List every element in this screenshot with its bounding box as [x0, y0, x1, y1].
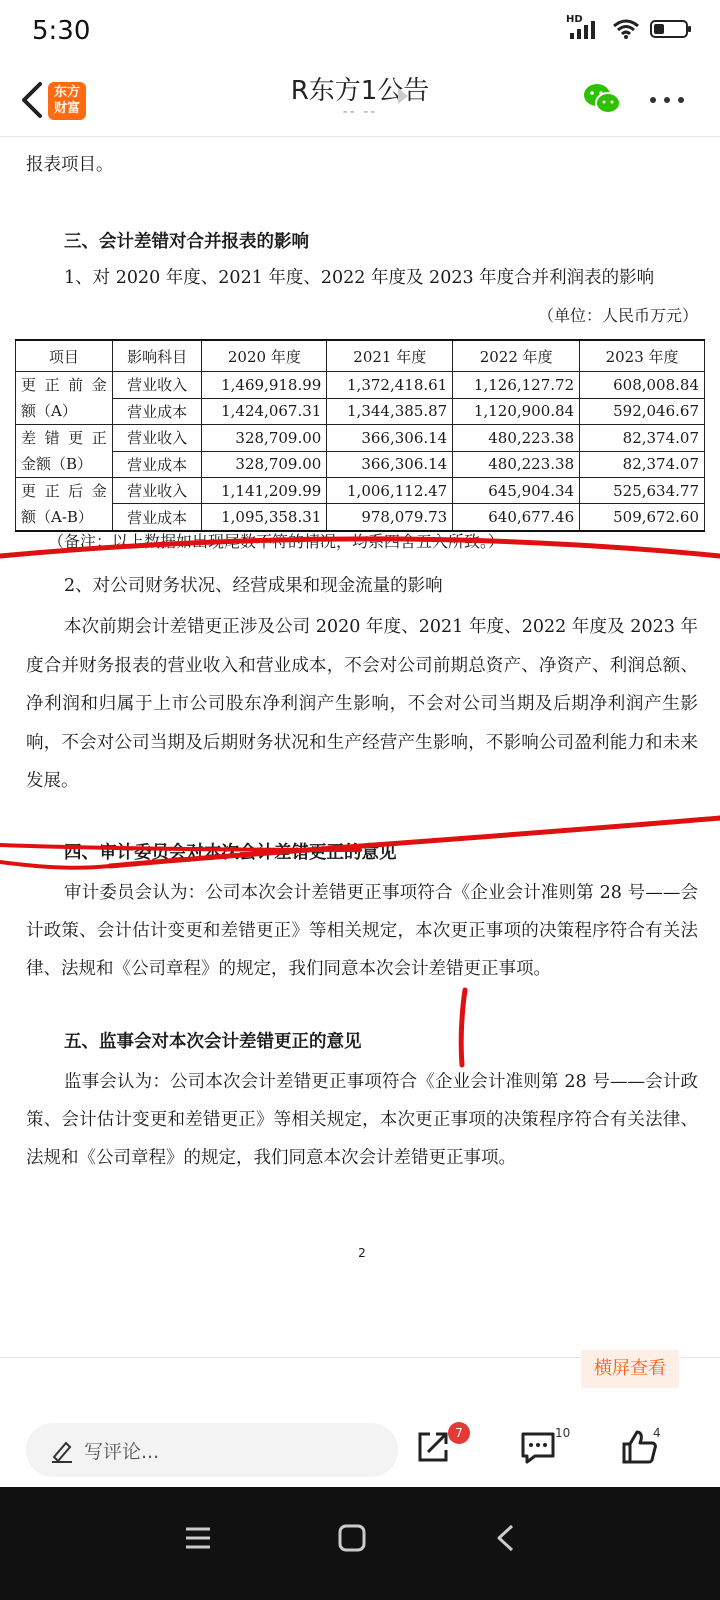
table-cell: 645,904.34	[453, 478, 580, 504]
unit-label: （单位：人民币万元）	[537, 306, 698, 325]
table-cell: 366,306.14	[327, 425, 453, 452]
table-header: 项目	[16, 340, 113, 372]
more-options-icon[interactable]	[644, 82, 694, 118]
table-cell: 营业成本	[112, 504, 202, 531]
announcement-document	[0, 137, 720, 1357]
share-badge: 7	[448, 1422, 470, 1444]
share-icon[interactable]	[414, 1428, 452, 1466]
comment-count: 10	[555, 1426, 571, 1440]
wifi-icon	[612, 18, 640, 40]
text-line: 报表项目。	[26, 155, 114, 175]
table-row	[16, 504, 705, 531]
table-header: 2022 年度	[453, 340, 580, 372]
table-cell: 1,126,127.72	[453, 372, 580, 399]
status-bar	[0, 0, 720, 64]
home-icon[interactable]	[337, 1523, 367, 1553]
table-cell: 营业收入	[112, 372, 202, 399]
table-cell: 营业成本	[112, 451, 202, 478]
table-cell: 525,634.77	[580, 478, 705, 504]
like-count: 4	[653, 1426, 661, 1440]
table-header: 2020 年度	[202, 340, 327, 372]
table-cell: 1,424,067.31	[202, 398, 327, 425]
table-cell: 营业收入	[112, 425, 202, 452]
table-cell: 480,223.38	[453, 451, 580, 478]
status-time: 5:30	[32, 16, 91, 46]
subsection-2-title: 2、对公司财务状况、经营成果和现金流量的影响	[64, 576, 443, 596]
comment-input[interactable]	[26, 1423, 398, 1477]
table-row	[16, 425, 705, 452]
table-cell: 480,223.38	[453, 425, 580, 452]
table-row	[16, 398, 705, 425]
table-cell: 509,672.60	[580, 504, 705, 531]
table-header: 2023 年度	[580, 340, 705, 372]
landscape-view-button[interactable]: 横屏查看	[581, 1350, 679, 1388]
page-subtitle: -- --	[342, 104, 378, 120]
signal-icon: HD	[566, 18, 602, 40]
table-cell: 608,008.84	[580, 372, 705, 399]
battery-icon	[650, 18, 692, 40]
table-cell: 82,374.07	[580, 451, 705, 478]
table-cell: 366,306.14	[327, 451, 453, 478]
table-cell: 1,372,418.61	[327, 372, 453, 399]
page-number: 2	[358, 1246, 366, 1260]
back-icon[interactable]	[490, 1523, 520, 1553]
table-cell: 营业收入	[112, 478, 202, 504]
table-cell: 1,006,112.47	[327, 478, 453, 504]
table-cell: 营业成本	[112, 398, 202, 425]
table-cell: 1,469,918.99	[202, 372, 327, 399]
page-title[interactable]: R东方1公告	[290, 76, 430, 106]
section-4-title: 四、审计委员会对本次会计差错更正的意见	[64, 843, 397, 863]
comment-placeholder: 写评论...	[84, 1441, 160, 1463]
section-3-title: 三、会计差错对合并报表的影响	[64, 232, 309, 252]
row-group-label: 更正前金 额（A）	[16, 372, 113, 425]
title-arrow-icon[interactable]	[398, 88, 408, 104]
paragraph-audit-committee: 审计委员会认为：公司本次会计差错更正事项符合《企业会计准则第 28 号——会计政策、会计估计变更和差错更正》等相关规定，本次更正事项的决策程序符合有关法律、法规和《公司章程》的规定，我们同意本次会计差错更正事项。	[26, 883, 698, 979]
status-icons	[566, 14, 692, 40]
financial-table	[15, 339, 705, 532]
table-cell: 978,079.73	[327, 504, 453, 531]
row-group-label: 差错更正 金额（B）	[16, 425, 113, 478]
pencil-icon	[50, 1437, 74, 1463]
table-header: 2021 年度	[327, 340, 453, 372]
table-note: （备注：以上数据如出现尾数不符的情况，均系四舍五入所致。）	[48, 532, 505, 551]
app-header	[0, 64, 720, 137]
table-cell: 640,677.46	[453, 504, 580, 531]
table-cell: 328,709.00	[202, 451, 327, 478]
table-header: 影响科目	[112, 340, 202, 372]
wechat-share-icon[interactable]	[582, 82, 622, 118]
paragraph-impact: 本次前期会计差错更正涉及公司 2020 年度、2021 年度、2022 年度及 2023 年度合并财务报表的营业收入和营业成本，不会对公司前期总资产、净资产、利润总额、净利润和归属于上市公司股东净利润产生影响，不会对公司当期及后期净利润产生影响，不会对公司当期及后期财务状况和生产经营产生影响，不影响公司盈利能力和未来发展。	[26, 617, 698, 791]
table-cell: 1,095,358.31	[202, 504, 327, 531]
table-cell: 1,120,900.84	[453, 398, 580, 425]
table-row	[16, 478, 705, 504]
table-cell: 1,344,385.87	[327, 398, 453, 425]
table-cell: 328,709.00	[202, 425, 327, 452]
recent-apps-icon[interactable]	[183, 1523, 213, 1553]
table-cell: 1,141,209.99	[202, 478, 327, 504]
table-cell: 592,046.67	[580, 398, 705, 425]
table-row	[16, 451, 705, 478]
table-cell: 82,374.07	[580, 425, 705, 452]
table-header-row	[16, 340, 705, 372]
row-group-label: 更正后金 额（A-B）	[16, 478, 113, 532]
paragraph-supervisory-board: 监事会认为：公司本次会计差错更正事项符合《企业会计准则第 28 号——会计政策、会计估计变更和差错更正》等相关规定，本次更正事项的决策程序符合有关法律、法规和《公司章程》的规定，我们同意本次会计差错更正事项。	[26, 1072, 698, 1168]
comment-icon[interactable]	[519, 1428, 557, 1466]
system-navigation-bar	[0, 1487, 720, 1600]
subsection-1-title: 1、对 2020 年度、2021 年度、2022 年度及 2023 年度合并利润表的影响	[64, 268, 655, 288]
app-logo: 东方 财富	[48, 82, 86, 120]
section-5-title: 五、监事会对本次会计差错更正的意见	[64, 1032, 362, 1052]
table-row	[16, 372, 705, 399]
